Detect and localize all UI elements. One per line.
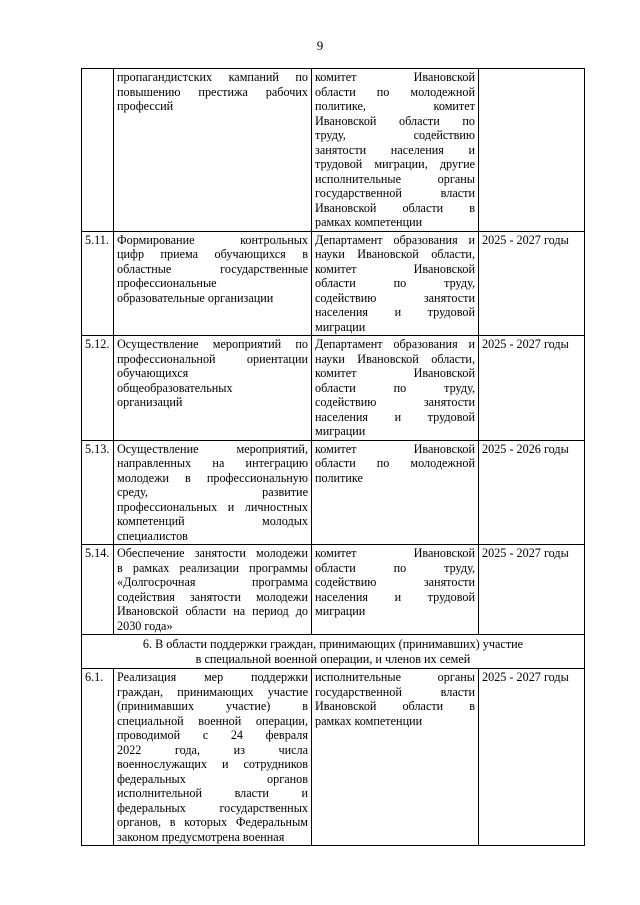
table-row [82,336,585,441]
responsible-executors [312,545,479,635]
responsible-executors-line: комитет Ивановской [315,366,475,380]
implementation-term: 2025 - 2027 годы [479,231,585,336]
measure-description-line: Осуществление мероприятий, [117,441,308,456]
responsible-executors-line: миграции [315,424,366,438]
responsible-executors-line: занятости населения и [315,142,475,157]
implementation-term: 2025 - 2027 годы [479,669,585,846]
responsible-executors-line: области по молодежной [315,84,475,99]
measure-description-line: пропагандистских кампаний по [117,70,308,84]
responsible-executors-line: политике [315,470,363,485]
responsible-executors-line: области по труду, [315,276,475,290]
measure-description-line: «Долгосрочная программа [117,575,308,589]
responsible-executors-line: политике, комитет [315,99,475,113]
measure-description-line: граждан, принимающих участие [117,684,308,699]
responsible-executors-line: населения и трудовой [315,409,475,424]
row-number: 6.1. [82,669,114,846]
measure-description-line: профессиональные [117,276,217,290]
responsible-executors-line: науки Ивановской области, [315,351,475,366]
measures-table [81,68,585,846]
measure-description-line: Обеспечение занятости молодежи [117,546,308,560]
measure-description-line: военнослужащих и сотрудников [117,757,308,771]
responsible-executors [312,336,479,441]
responsible-executors-line: государственной власти [315,186,475,200]
measure-description-line: компетенций молодых [117,514,308,528]
measure-description-line: образовательные организации [117,290,274,305]
measure-description-line: проводимой с 24 февраля [117,728,308,742]
measure-description-line: среду, развитие [117,485,308,499]
implementation-term: 2025 - 2026 годы [479,440,585,545]
responsible-executors-line: области по труду, [315,380,475,395]
responsible-executors-line: Департамент образования и [315,232,475,247]
measure-description-line: цифр приема обучающихся в [117,247,308,261]
responsible-executors-line: содействию занятости [315,575,475,589]
measure-description-line: направленных на интеграцию [117,456,308,470]
responsible-executors-line: науки Ивановской области, [315,247,475,261]
measure-description [114,69,312,232]
responsible-executors-line: исполнительные органы [315,670,475,684]
responsible-executors-line: области по труду, [315,560,475,575]
responsible-executors-line: рамках компетенции [315,215,423,229]
section-header-row [82,635,585,669]
measure-description-line: законом предусмотрена военная [117,829,285,844]
row-number: 5.14. [82,545,114,635]
measure-description-line: в рамках реализации программы [117,560,308,575]
responsible-executors-line: труду, содействию [315,128,475,142]
responsible-executors-line: комитет Ивановской [315,70,475,84]
measure-description-line: (принимавших участие) в [117,699,308,713]
responsible-executors-line: комитет Ивановской [315,261,475,276]
measure-description [114,231,312,336]
table-row [82,231,585,336]
measure-description [114,336,312,441]
measure-description-line: содействия занятости молодежи [117,589,308,604]
measure-description [114,440,312,545]
responsible-executors [312,440,479,545]
responsible-executors [312,69,479,232]
responsible-executors-line: трудовой миграции, другие [315,157,475,171]
responsible-executors-line: населения и трудовой [315,589,475,604]
row-number: 5.13. [82,440,114,545]
measure-description-line: организаций [117,395,183,409]
table-row [82,545,585,635]
page-number: 9 [316,38,324,53]
measure-description-line: Формирование контрольных [117,232,308,247]
responsible-executors-line: области по молодежной [315,456,475,470]
responsible-executors [312,669,479,846]
measure-description-line: специалистов [117,528,188,543]
measure-description-line: Реализация мер поддержки [117,670,308,684]
responsible-executors-line: миграции [315,604,366,618]
section-6-line2: в специальной военной операции, и членов их семей [195,651,471,666]
row-number [82,69,114,232]
responsible-executors-line: рамках компетенции [315,713,423,728]
responsible-executors-line: Ивановской области в [315,200,475,215]
responsible-executors-line: Ивановской области по [315,113,475,128]
measure-description-line: областные государственные [117,261,308,276]
measure-description [114,669,312,846]
section-6-header [82,635,585,669]
section-6-line1: 6. В области поддержки граждан, принимающих (принимавших) участие [142,637,524,651]
responsible-executors-line: населения и трудовой [315,305,475,319]
table-row [82,440,585,545]
measure-description-line: 2022 года, из числа [117,742,308,757]
responsible-executors-line: комитет Ивановской [315,441,475,456]
measure-description [114,545,312,635]
measure-description-line: молодежи в профессиональную [117,470,308,485]
measure-description-line: органов, в которых Федеральным [117,815,308,829]
measure-description-line: 2030 года» [117,618,173,633]
measure-description-line: специальной военной операции, [117,713,308,728]
responsible-executors-line: Департамент образования и [315,337,475,351]
responsible-executors-line: комитет Ивановской [315,546,475,560]
responsible-executors [312,231,479,336]
measure-description-line: общеобразовательных [117,380,233,395]
responsible-executors-line: государственной власти [315,684,475,699]
implementation-term: 2025 - 2027 годы [479,336,585,441]
measure-description-line: повышению престижа рабочих [117,84,308,99]
responsible-executors-line: исполнительные органы [315,171,475,186]
measure-description-line: исполнительной власти и [117,786,308,800]
table-row [82,69,585,232]
measure-description-line: федеральных органов [117,771,308,786]
measure-description-line: обучающихся [117,366,189,380]
measure-description-line: профессий [117,99,174,113]
measure-description-line: Осуществление мероприятий по [117,337,308,351]
measure-description-line: профессиональных и личностных [117,499,308,514]
row-number: 5.12. [82,336,114,441]
responsible-executors-line: содействию занятости [315,290,475,305]
responsible-executors-line: Ивановской области в [315,699,475,713]
measure-description-line: профессиональной ориентации [117,351,308,366]
responsible-executors-line: содействию занятости [315,395,475,409]
responsible-executors-line: миграции [315,319,366,334]
implementation-term: 2025 - 2027 годы [479,545,585,635]
measure-description-line: Ивановской области на период до [117,604,308,618]
implementation-term [479,69,585,232]
table-row [82,669,585,846]
row-number: 5.11. [82,231,114,336]
measure-description-line: федеральных государственных [117,800,308,815]
